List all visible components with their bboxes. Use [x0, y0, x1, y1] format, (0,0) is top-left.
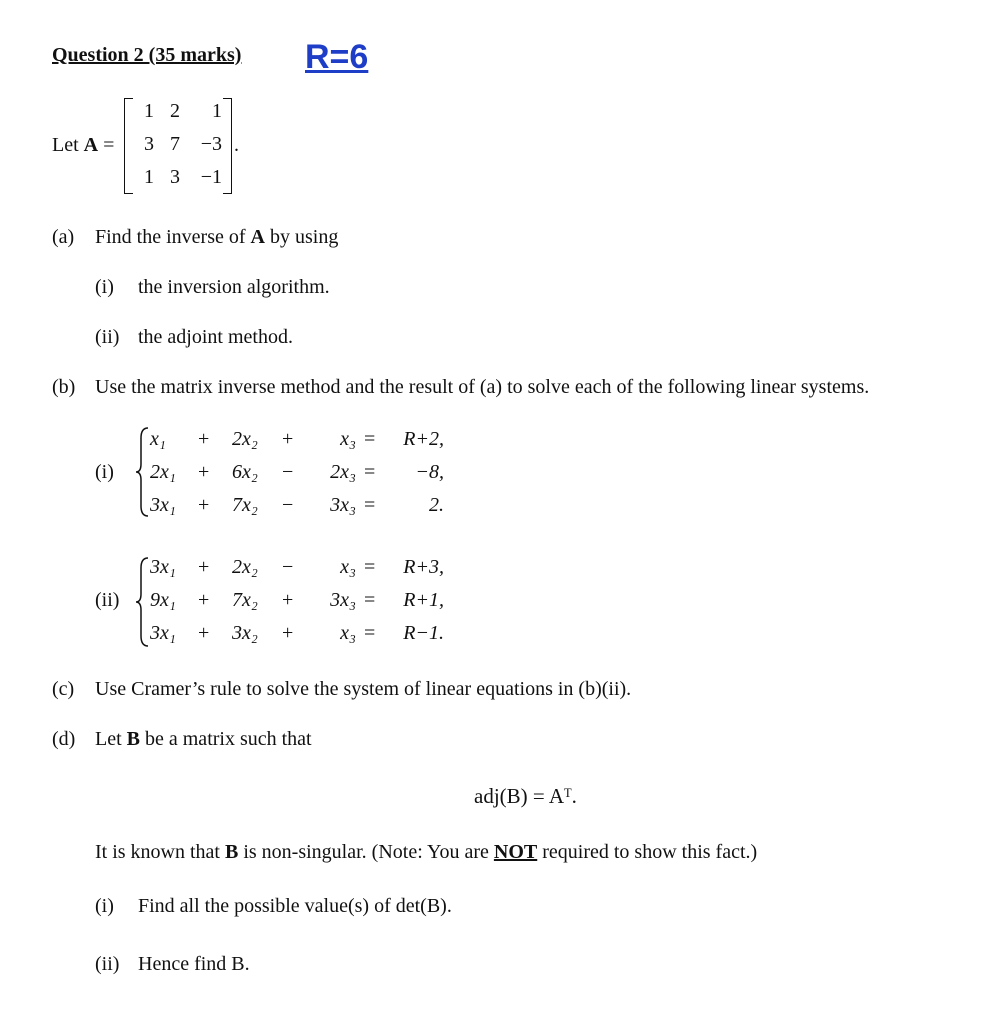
equation-term: +: [282, 428, 294, 450]
note-bold: B: [225, 841, 239, 863]
equation-term: +: [198, 589, 210, 611]
matrix-cell: −3: [200, 133, 222, 155]
matrix-name: A: [83, 134, 99, 156]
equation-term: =: [364, 589, 376, 611]
system-ii-brace: [134, 556, 150, 648]
matrix-period: .: [234, 134, 239, 156]
equation-term: x₃: [340, 556, 356, 578]
part-a-label: (a): [52, 226, 75, 248]
note-post: required to show this fact.): [542, 841, 758, 863]
equation-term: =: [364, 428, 376, 450]
matrix-cell: 1: [144, 166, 154, 188]
part-d-text-post: be a matrix such that: [145, 728, 312, 750]
system-i-brace: [134, 426, 150, 518]
equation-term: 7x₂: [232, 589, 258, 611]
part-d-text-bold: B: [126, 728, 140, 750]
part-a-text-post: by using: [269, 226, 339, 248]
note-mid: is non-singular. (Note: You are: [243, 841, 489, 863]
equation-term: 2x₁: [150, 461, 176, 483]
equation-term: −: [282, 556, 294, 578]
part-a-text-pre: Find the inverse of: [95, 226, 246, 248]
question-title: Question 2 (35 marks): [52, 44, 242, 66]
equation-term: R−1.: [403, 622, 444, 644]
equation-term: +: [198, 461, 210, 483]
matrix-cell: 1: [144, 100, 154, 122]
equation-term: 2x₂: [232, 556, 258, 578]
equation-term: 3x₁: [150, 622, 176, 644]
equation-term: R+2,: [403, 428, 444, 450]
equation-term: x₃: [340, 428, 356, 450]
matrix-right-bracket: [223, 98, 232, 194]
part-c-label: (c): [52, 678, 75, 700]
equation-term: 2x₃: [330, 461, 356, 483]
part-a-i-text: the inversion algorithm.: [138, 276, 330, 298]
equation-term: 3x₃: [330, 494, 356, 516]
equation-term: −: [282, 461, 294, 483]
part-a-ii-text: the adjoint method.: [138, 326, 293, 348]
part-b-text: Use the matrix inverse method and the result of (a) to solve each of the following linear systems.: [95, 376, 870, 398]
part-a-i-label: (i): [95, 276, 114, 298]
equation-term: =: [364, 556, 376, 578]
note-pre: It is known that: [95, 841, 220, 863]
equation-term: =: [364, 622, 376, 644]
part-d-label: (d): [52, 728, 76, 750]
matrix-a: [124, 98, 232, 194]
part-a-ii-label: (ii): [95, 326, 120, 348]
equals-sign: =: [103, 134, 115, 156]
equation-term: 3x₁: [150, 494, 176, 516]
equation-term: +: [198, 494, 210, 516]
equation-term: 9x₁: [150, 589, 176, 611]
part-d-text: [95, 728, 312, 751]
equation-term: 3x₃: [330, 589, 356, 611]
matrix-cell: 3: [170, 166, 180, 188]
part-a-text: [95, 226, 338, 249]
equation-term: +: [198, 622, 210, 644]
part-d-text-pre: Let: [95, 728, 122, 750]
r-value-tag: R=6: [305, 38, 369, 76]
part-d-i-label: (i): [95, 895, 114, 917]
equation-term: +: [282, 622, 294, 644]
part-b-label: (b): [52, 376, 76, 398]
matrix-cell: 1: [212, 100, 222, 122]
matrix-cell: 2: [170, 100, 180, 122]
equation-term: x₁: [150, 428, 166, 450]
matrix-cell: −1: [200, 166, 222, 188]
let-statement: [52, 134, 114, 157]
part-d-note: [95, 841, 757, 864]
matrix-cell: 7: [170, 133, 180, 155]
equation-term: x₃: [340, 622, 356, 644]
part-a-text-bold: A: [250, 226, 265, 248]
system-i-label: (i): [95, 461, 114, 483]
equation-term: 2x₂: [232, 428, 258, 450]
let-word: Let: [52, 134, 79, 156]
equation-term: −: [282, 494, 294, 516]
equation-term: +: [198, 556, 210, 578]
equation-term: 6x₂: [232, 461, 258, 483]
equation-term: R+1,: [403, 589, 444, 611]
equation-term: −8,: [415, 461, 444, 483]
system-ii-label: (ii): [95, 589, 120, 611]
part-d-i-text: Find all the possible value(s) of det(B).: [138, 895, 452, 917]
note-not: NOT: [493, 841, 538, 863]
equation-term: +: [282, 589, 294, 611]
equation-term: +: [198, 428, 210, 450]
part-d-ii-label: (ii): [95, 953, 120, 975]
equation-term: 3x₁: [150, 556, 176, 578]
adj-equation: adj(B) = Aᵀ.: [474, 784, 577, 808]
equation-term: 2.: [429, 494, 444, 516]
equation-term: 7x₂: [232, 494, 258, 516]
part-d-ii-text: Hence find B.: [138, 953, 250, 975]
equation-term: =: [364, 461, 376, 483]
equation-term: 3x₂: [232, 622, 258, 644]
equation-term: R+3,: [403, 556, 444, 578]
part-c-text: Use Cramer’s rule to solve the system of linear equations in (b)(ii).: [95, 678, 632, 700]
matrix-cell: 3: [144, 133, 154, 155]
equation-term: =: [364, 494, 376, 516]
